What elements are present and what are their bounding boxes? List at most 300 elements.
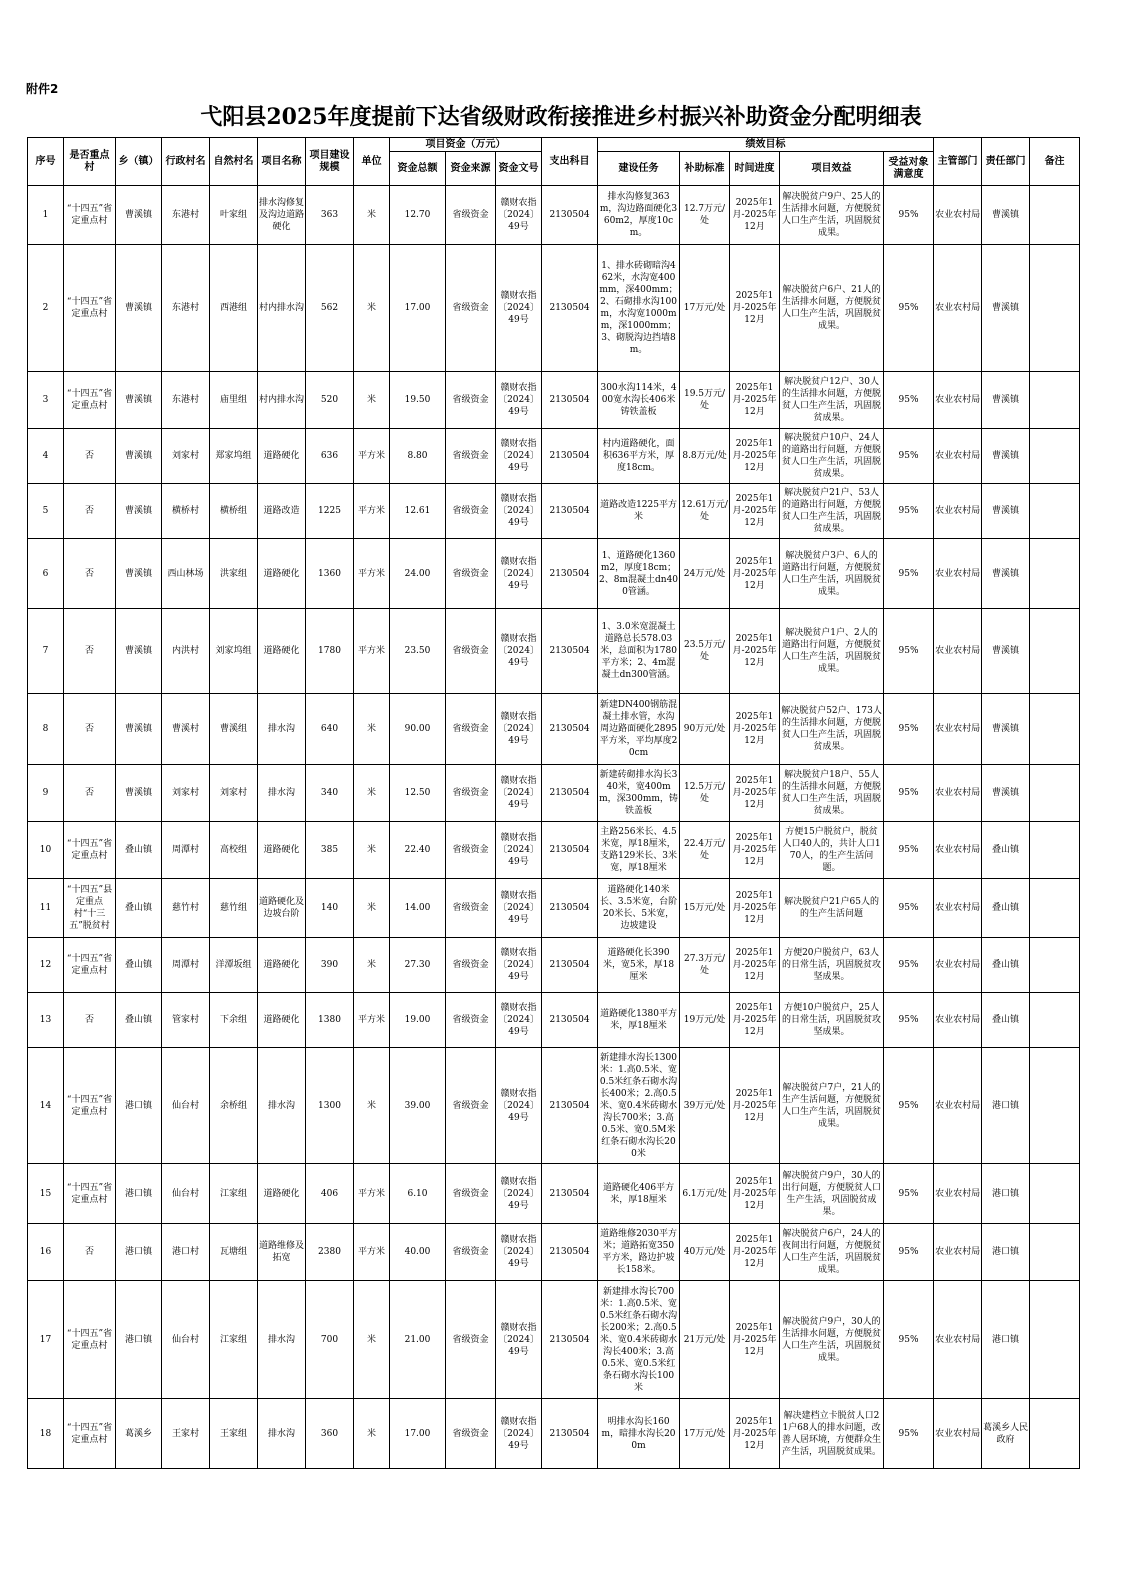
cell-town: 叠山镇 bbox=[116, 938, 162, 993]
table-row bbox=[28, 484, 1080, 539]
cell-remark bbox=[1030, 245, 1080, 372]
cell-subject: 2130504 bbox=[542, 993, 598, 1048]
cell-key: “十四五”省定重点村 bbox=[64, 822, 116, 879]
cell-resp: 曹溪镇 bbox=[982, 609, 1030, 694]
cell-dept: 农业农村局 bbox=[934, 1399, 982, 1469]
cell-admin: 周潭村 bbox=[162, 822, 210, 879]
cell-admin: 仙台村 bbox=[162, 1164, 210, 1224]
cell-subsidy: 27.3万元/处 bbox=[680, 938, 730, 993]
cell-schedule: 2025年1月-2025年12月 bbox=[730, 245, 780, 372]
cell-town: 曹溪镇 bbox=[116, 429, 162, 484]
cell-dept: 农业农村局 bbox=[934, 822, 982, 879]
cell-name: 道路硬化 bbox=[258, 429, 306, 484]
cell-schedule: 2025年1月-2025年12月 bbox=[730, 993, 780, 1048]
cell-subject: 2130504 bbox=[542, 484, 598, 539]
cell-natural: 洪家组 bbox=[210, 539, 258, 609]
table-row bbox=[28, 1399, 1080, 1469]
cell-subsidy: 19万元/处 bbox=[680, 993, 730, 1048]
cell-subsidy: 19.5万元/处 bbox=[680, 372, 730, 429]
cell-subsidy: 6.1万元/处 bbox=[680, 1164, 730, 1224]
cell-town: 港口镇 bbox=[116, 1164, 162, 1224]
table-body bbox=[28, 186, 1080, 1469]
cell-scale: 390 bbox=[306, 938, 354, 993]
cell-key: 否 bbox=[64, 993, 116, 1048]
cell-total: 19.50 bbox=[390, 372, 446, 429]
cell-name: 排水沟修复及沟边道路硬化 bbox=[258, 186, 306, 245]
cell-schedule: 2025年1月-2025年12月 bbox=[730, 879, 780, 938]
cell-scale: 406 bbox=[306, 1164, 354, 1224]
cell-admin: 港口村 bbox=[162, 1224, 210, 1281]
cell-source: 省级资金 bbox=[446, 1281, 496, 1399]
cell-unit: 米 bbox=[354, 372, 390, 429]
cell-name: 排水沟 bbox=[258, 1399, 306, 1469]
col-unit: 单位 bbox=[354, 138, 390, 186]
cell-subject: 2130504 bbox=[542, 1399, 598, 1469]
cell-sat: 95% bbox=[884, 822, 934, 879]
cell-resp: 港口镇 bbox=[982, 1224, 1030, 1281]
cell-dept: 农业农村局 bbox=[934, 372, 982, 429]
cell-schedule: 2025年1月-2025年12月 bbox=[730, 1164, 780, 1224]
cell-subject: 2130504 bbox=[542, 1164, 598, 1224]
cell-resp: 叠山镇 bbox=[982, 822, 1030, 879]
cell-admin: 横桥村 bbox=[162, 484, 210, 539]
cell-scale: 1360 bbox=[306, 539, 354, 609]
cell-key: 否 bbox=[64, 484, 116, 539]
table-row bbox=[28, 1164, 1080, 1224]
cell-total: 90.00 bbox=[390, 694, 446, 765]
cell-seq: 3 bbox=[28, 372, 64, 429]
cell-key: “十四五”省定重点村 bbox=[64, 938, 116, 993]
cell-schedule: 2025年1月-2025年12月 bbox=[730, 694, 780, 765]
cell-total: 6.10 bbox=[390, 1164, 446, 1224]
cell-town: 曹溪镇 bbox=[116, 186, 162, 245]
cell-admin: 内洪村 bbox=[162, 609, 210, 694]
cell-town: 曹溪镇 bbox=[116, 765, 162, 822]
cell-total: 19.00 bbox=[390, 993, 446, 1048]
attachment-label: 附件2 bbox=[26, 82, 59, 96]
cell-sat: 95% bbox=[884, 993, 934, 1048]
cell-natural: 高校组 bbox=[210, 822, 258, 879]
cell-subject: 2130504 bbox=[542, 372, 598, 429]
cell-sat: 95% bbox=[884, 938, 934, 993]
allocation-table bbox=[27, 137, 1080, 1469]
cell-admin: 仙台村 bbox=[162, 1281, 210, 1399]
cell-name: 道路硬化 bbox=[258, 539, 306, 609]
cell-benefit: 方便15户脱贫户，脱贫人口40人的，共计人口170人，的生产生活问题。 bbox=[780, 822, 884, 879]
cell-doc: 赣财农指〔2024〕49号 bbox=[496, 609, 542, 694]
cell-town: 曹溪镇 bbox=[116, 245, 162, 372]
cell-natural: 下余组 bbox=[210, 993, 258, 1048]
cell-task: 道路硬化140米长、3.5米宽，台阶20米长、5米宽，边坡建设 bbox=[598, 879, 680, 938]
cell-name: 道路硬化 bbox=[258, 938, 306, 993]
table-row bbox=[28, 245, 1080, 372]
col-fund-total: 资金总额 bbox=[390, 152, 446, 186]
cell-subject: 2130504 bbox=[542, 879, 598, 938]
cell-remark bbox=[1030, 372, 1080, 429]
cell-unit: 米 bbox=[354, 1399, 390, 1469]
cell-name: 道路硬化 bbox=[258, 609, 306, 694]
cell-natural: 横桥组 bbox=[210, 484, 258, 539]
cell-scale: 363 bbox=[306, 186, 354, 245]
cell-doc: 赣财农指〔2024〕49号 bbox=[496, 993, 542, 1048]
cell-dept: 农业农村局 bbox=[934, 429, 982, 484]
cell-name: 道路硬化 bbox=[258, 1164, 306, 1224]
cell-dept: 农业农村局 bbox=[934, 186, 982, 245]
cell-doc: 赣财农指〔2024〕49号 bbox=[496, 186, 542, 245]
cell-subject: 2130504 bbox=[542, 938, 598, 993]
cell-total: 40.00 bbox=[390, 1224, 446, 1281]
table-row bbox=[28, 938, 1080, 993]
col-task: 建设任务 bbox=[598, 152, 680, 186]
cell-remark bbox=[1030, 822, 1080, 879]
cell-source: 省级资金 bbox=[446, 694, 496, 765]
cell-unit: 米 bbox=[354, 822, 390, 879]
cell-benefit: 解决脱贫户52户、173人的生活排水问题，方便脱贫人口生产生活，巩固脱贫成果。 bbox=[780, 694, 884, 765]
cell-town: 港口镇 bbox=[116, 1224, 162, 1281]
cell-total: 14.00 bbox=[390, 879, 446, 938]
cell-dept: 农业农村局 bbox=[934, 1048, 982, 1164]
cell-source: 省级资金 bbox=[446, 1399, 496, 1469]
cell-key: “十四五”省定重点村 bbox=[64, 245, 116, 372]
cell-resp: 曹溪镇 bbox=[982, 694, 1030, 765]
cell-task: 道路硬化406平方米，厚18厘米 bbox=[598, 1164, 680, 1224]
cell-sat: 95% bbox=[884, 694, 934, 765]
cell-task: 新建排水沟长700米：1.高0.5米、宽0.5米红条石砌水沟长200米；2.高0.5米、宽0.4米砖砌水沟长400米；3.高0.5米、宽0.5米红条石砌水沟长100米 bbox=[598, 1281, 680, 1399]
cell-sat: 95% bbox=[884, 1224, 934, 1281]
cell-key: “十四五”省定重点村 bbox=[64, 1164, 116, 1224]
cell-total: 12.70 bbox=[390, 186, 446, 245]
cell-scale: 1380 bbox=[306, 993, 354, 1048]
cell-sat: 95% bbox=[884, 429, 934, 484]
cell-doc: 赣财农指〔2024〕49号 bbox=[496, 484, 542, 539]
cell-natural: 西港组 bbox=[210, 245, 258, 372]
cell-remark bbox=[1030, 993, 1080, 1048]
cell-total: 8.80 bbox=[390, 429, 446, 484]
table-row bbox=[28, 993, 1080, 1048]
cell-remark bbox=[1030, 765, 1080, 822]
cell-benefit: 解决脱贫户9户，30人的生活排水问题，方便脱贫人口生产生活，巩固脱贫成果。 bbox=[780, 1281, 884, 1399]
cell-subject: 2130504 bbox=[542, 539, 598, 609]
cell-dept: 农业农村局 bbox=[934, 1164, 982, 1224]
col-dept: 主管部门 bbox=[934, 138, 982, 186]
cell-name: 排水沟 bbox=[258, 765, 306, 822]
cell-admin: 东港村 bbox=[162, 245, 210, 372]
cell-remark bbox=[1030, 1224, 1080, 1281]
table-row bbox=[28, 1048, 1080, 1164]
cell-key: 否 bbox=[64, 765, 116, 822]
cell-town: 港口镇 bbox=[116, 1281, 162, 1399]
cell-admin: 西山林场 bbox=[162, 539, 210, 609]
cell-admin: 曹溪村 bbox=[162, 694, 210, 765]
table-row bbox=[28, 765, 1080, 822]
cell-schedule: 2025年1月-2025年12月 bbox=[730, 1048, 780, 1164]
cell-town: 曹溪镇 bbox=[116, 694, 162, 765]
cell-remark bbox=[1030, 1399, 1080, 1469]
cell-name: 排水沟 bbox=[258, 1048, 306, 1164]
cell-schedule: 2025年1月-2025年12月 bbox=[730, 484, 780, 539]
cell-dept: 农业农村局 bbox=[934, 484, 982, 539]
cell-subsidy: 8.8万元/处 bbox=[680, 429, 730, 484]
cell-subsidy: 21万元/处 bbox=[680, 1281, 730, 1399]
cell-sat: 95% bbox=[884, 484, 934, 539]
cell-scale: 636 bbox=[306, 429, 354, 484]
cell-unit: 米 bbox=[354, 879, 390, 938]
cell-scale: 385 bbox=[306, 822, 354, 879]
cell-unit: 米 bbox=[354, 1281, 390, 1399]
cell-benefit: 解决脱贫户9户，30人的出行问题，方便脱贫人口生产生活，巩固脱贫成果。 bbox=[780, 1164, 884, 1224]
cell-name: 村内排水沟 bbox=[258, 245, 306, 372]
cell-resp: 港口镇 bbox=[982, 1164, 1030, 1224]
cell-task: 新建砖砌排水沟长340米，宽400mm，深300mm，铸铁盖板 bbox=[598, 765, 680, 822]
cell-total: 21.00 bbox=[390, 1281, 446, 1399]
cell-remark bbox=[1030, 694, 1080, 765]
cell-benefit: 解决脱贫户12户、30人的生活排水问题，方便脱贫人口生产生活，巩固脱贫成果。 bbox=[780, 372, 884, 429]
cell-town: 曹溪镇 bbox=[116, 539, 162, 609]
cell-unit: 米 bbox=[354, 245, 390, 372]
table-row bbox=[28, 879, 1080, 938]
cell-doc: 赣财农指〔2024〕49号 bbox=[496, 1048, 542, 1164]
cell-sat: 95% bbox=[884, 372, 934, 429]
cell-name: 道路硬化 bbox=[258, 822, 306, 879]
cell-sat: 95% bbox=[884, 186, 934, 245]
cell-dept: 农业农村局 bbox=[934, 694, 982, 765]
cell-scale: 1780 bbox=[306, 609, 354, 694]
cell-dept: 农业农村局 bbox=[934, 609, 982, 694]
cell-sat: 95% bbox=[884, 1048, 934, 1164]
cell-scale: 140 bbox=[306, 879, 354, 938]
cell-benefit: 解决脱贫户21户、53人的道路出行问题，方便脱贫人口生产生活，巩固脱贫成果。 bbox=[780, 484, 884, 539]
cell-subsidy: 17万元/处 bbox=[680, 245, 730, 372]
cell-scale: 360 bbox=[306, 1399, 354, 1469]
cell-task: 300水沟114米，400宽水沟长406米铸铁盖板 bbox=[598, 372, 680, 429]
cell-source: 省级资金 bbox=[446, 609, 496, 694]
cell-unit: 平方米 bbox=[354, 539, 390, 609]
cell-resp: 曹溪镇 bbox=[982, 372, 1030, 429]
cell-seq: 2 bbox=[28, 245, 64, 372]
cell-resp: 叠山镇 bbox=[982, 993, 1030, 1048]
cell-remark bbox=[1030, 429, 1080, 484]
cell-unit: 米 bbox=[354, 1048, 390, 1164]
cell-key: “十四五”省定重点村 bbox=[64, 186, 116, 245]
cell-schedule: 2025年1月-2025年12月 bbox=[730, 938, 780, 993]
cell-scale: 2380 bbox=[306, 1224, 354, 1281]
cell-subject: 2130504 bbox=[542, 694, 598, 765]
cell-subsidy: 12.5万元/处 bbox=[680, 765, 730, 822]
cell-scale: 700 bbox=[306, 1281, 354, 1399]
cell-sat: 95% bbox=[884, 1399, 934, 1469]
cell-admin: 管家村 bbox=[162, 993, 210, 1048]
cell-natural: 江家组 bbox=[210, 1164, 258, 1224]
cell-seq: 9 bbox=[28, 765, 64, 822]
cell-subsidy: 40万元/处 bbox=[680, 1224, 730, 1281]
cell-natural: 刘家坞组 bbox=[210, 609, 258, 694]
cell-schedule: 2025年1月-2025年12月 bbox=[730, 609, 780, 694]
cell-seq: 12 bbox=[28, 938, 64, 993]
cell-name: 排水沟 bbox=[258, 694, 306, 765]
cell-key: “十四五”省定重点村 bbox=[64, 1048, 116, 1164]
cell-remark bbox=[1030, 1281, 1080, 1399]
cell-unit: 平方米 bbox=[354, 429, 390, 484]
cell-seq: 10 bbox=[28, 822, 64, 879]
cell-total: 23.50 bbox=[390, 609, 446, 694]
cell-source: 省级资金 bbox=[446, 429, 496, 484]
cell-doc: 赣财农指〔2024〕49号 bbox=[496, 879, 542, 938]
cell-schedule: 2025年1月-2025年12月 bbox=[730, 186, 780, 245]
cell-admin: 周潭村 bbox=[162, 938, 210, 993]
cell-sat: 95% bbox=[884, 245, 934, 372]
cell-resp: 叠山镇 bbox=[982, 879, 1030, 938]
col-fund-source: 资金来源 bbox=[446, 152, 496, 186]
col-satisfaction: 受益对象满意度 bbox=[884, 152, 934, 186]
cell-admin: 仙台村 bbox=[162, 1048, 210, 1164]
cell-scale: 1225 bbox=[306, 484, 354, 539]
cell-doc: 赣财农指〔2024〕49号 bbox=[496, 1164, 542, 1224]
cell-remark bbox=[1030, 879, 1080, 938]
cell-admin: 东港村 bbox=[162, 186, 210, 245]
col-admin-village: 行政村名 bbox=[162, 138, 210, 186]
cell-benefit: 解决脱贫户18户、55人的生活排水问题，方便脱贫人口生产生活，巩固脱贫成果。 bbox=[780, 765, 884, 822]
cell-key: “十四五”省定重点村 bbox=[64, 1281, 116, 1399]
cell-task: 1、3.0米宽混凝土道路总长578.03米，总面积为1780平方米；2、4m混凝土dn300管涵。 bbox=[598, 609, 680, 694]
cell-source: 省级资金 bbox=[446, 539, 496, 609]
cell-source: 省级资金 bbox=[446, 1164, 496, 1224]
cell-doc: 赣财农指〔2024〕49号 bbox=[496, 1224, 542, 1281]
cell-unit: 米 bbox=[354, 765, 390, 822]
cell-natural: 王家组 bbox=[210, 1399, 258, 1469]
table-row bbox=[28, 694, 1080, 765]
col-subject: 支出科目 bbox=[542, 138, 598, 186]
cell-scale: 1300 bbox=[306, 1048, 354, 1164]
cell-task: 新建排水沟长1300米：1.高0.5米、宽0.5米红条石砌水沟长400米；2.高0.5米、宽0.4米砖砌水沟长700米；3.高0.5米、宽0.5M米红条石砌水沟长200米 bbox=[598, 1048, 680, 1164]
cell-seq: 4 bbox=[28, 429, 64, 484]
cell-subsidy: 90万元/处 bbox=[680, 694, 730, 765]
cell-benefit: 解决脱贫户6户、21人的生活排水问题，方便脱贫人口生产生活，巩固脱贫成果。 bbox=[780, 245, 884, 372]
table-row bbox=[28, 609, 1080, 694]
cell-task: 村内道路硬化，面积636平方米，厚度18cm。 bbox=[598, 429, 680, 484]
cell-town: 曹溪镇 bbox=[116, 484, 162, 539]
cell-source: 省级资金 bbox=[446, 245, 496, 372]
cell-doc: 赣财农指〔2024〕49号 bbox=[496, 694, 542, 765]
cell-sat: 95% bbox=[884, 765, 934, 822]
cell-subject: 2130504 bbox=[542, 245, 598, 372]
cell-schedule: 2025年1月-2025年12月 bbox=[730, 1399, 780, 1469]
col-scale: 项目建设规模 bbox=[306, 138, 354, 186]
cell-town: 叠山镇 bbox=[116, 879, 162, 938]
cell-task: 主路256米长、4.5米宽，厚18厘米，支路129米长、3米宽，厚18厘米 bbox=[598, 822, 680, 879]
cell-source: 省级资金 bbox=[446, 993, 496, 1048]
col-remark: 备注 bbox=[1030, 138, 1080, 186]
cell-town: 曹溪镇 bbox=[116, 609, 162, 694]
cell-key: 否 bbox=[64, 609, 116, 694]
cell-benefit: 解决脱贫户10户、24人的道路出行问题，方便脱贫人口生产生活，巩固脱贫成果。 bbox=[780, 429, 884, 484]
cell-dept: 农业农村局 bbox=[934, 1281, 982, 1399]
cell-source: 省级资金 bbox=[446, 879, 496, 938]
cell-total: 39.00 bbox=[390, 1048, 446, 1164]
cell-doc: 赣财农指〔2024〕49号 bbox=[496, 1399, 542, 1469]
cell-name: 村内排水沟 bbox=[258, 372, 306, 429]
cell-total: 17.00 bbox=[390, 245, 446, 372]
cell-subsidy: 12.61万元/处 bbox=[680, 484, 730, 539]
cell-source: 省级资金 bbox=[446, 1048, 496, 1164]
cell-key: “十四五”省定重点村 bbox=[64, 1399, 116, 1469]
cell-schedule: 2025年1月-2025年12月 bbox=[730, 372, 780, 429]
cell-source: 省级资金 bbox=[446, 1224, 496, 1281]
cell-name: 排水沟 bbox=[258, 1281, 306, 1399]
cell-unit: 平方米 bbox=[354, 1224, 390, 1281]
cell-seq: 1 bbox=[28, 186, 64, 245]
col-group-funds: 项目资金（万元） bbox=[390, 138, 542, 152]
cell-source: 省级资金 bbox=[446, 186, 496, 245]
cell-doc: 赣财农指〔2024〕49号 bbox=[496, 822, 542, 879]
cell-task: 明排水沟长160m，暗排水沟长200m bbox=[598, 1399, 680, 1469]
cell-remark bbox=[1030, 539, 1080, 609]
table-row bbox=[28, 372, 1080, 429]
cell-admin: 刘家村 bbox=[162, 429, 210, 484]
cell-town: 葛溪乡 bbox=[116, 1399, 162, 1469]
cell-natural: 刘家村 bbox=[210, 765, 258, 822]
cell-resp: 曹溪镇 bbox=[982, 245, 1030, 372]
cell-dept: 农业农村局 bbox=[934, 993, 982, 1048]
cell-doc: 赣财农指〔2024〕49号 bbox=[496, 938, 542, 993]
cell-benefit: 方便20户脱贫户，63人的日常生活，巩固脱贫攻坚成果。 bbox=[780, 938, 884, 993]
cell-task: 道路硬化1380平方米，厚18厘米 bbox=[598, 993, 680, 1048]
cell-name: 道路硬化 bbox=[258, 993, 306, 1048]
cell-unit: 米 bbox=[354, 694, 390, 765]
cell-natural: 江家组 bbox=[210, 1281, 258, 1399]
table-row bbox=[28, 429, 1080, 484]
cell-seq: 7 bbox=[28, 609, 64, 694]
cell-scale: 520 bbox=[306, 372, 354, 429]
cell-resp: 葛溪乡人民政府 bbox=[982, 1399, 1030, 1469]
cell-remark bbox=[1030, 484, 1080, 539]
cell-dept: 农业农村局 bbox=[934, 879, 982, 938]
table-row bbox=[28, 822, 1080, 879]
cell-subject: 2130504 bbox=[542, 429, 598, 484]
cell-schedule: 2025年1月-2025年12月 bbox=[730, 765, 780, 822]
cell-source: 省级资金 bbox=[446, 822, 496, 879]
cell-subject: 2130504 bbox=[542, 1048, 598, 1164]
cell-unit: 平方米 bbox=[354, 484, 390, 539]
cell-remark bbox=[1030, 1048, 1080, 1164]
cell-natural: 庙里组 bbox=[210, 372, 258, 429]
cell-unit: 平方米 bbox=[354, 1164, 390, 1224]
cell-total: 12.61 bbox=[390, 484, 446, 539]
cell-subject: 2130504 bbox=[542, 765, 598, 822]
cell-source: 省级资金 bbox=[446, 372, 496, 429]
cell-benefit: 方便10户脱贫户，25人的日常生活，巩固脱贫攻坚成果。 bbox=[780, 993, 884, 1048]
cell-task: 道路硬化长390米，宽5米，厚18厘米 bbox=[598, 938, 680, 993]
cell-unit: 平方米 bbox=[354, 993, 390, 1048]
cell-benefit: 解决建档立卡脱贫人口21户68人的排水问题，改善人居环境，方便群众生产生活，巩固脱贫成果。 bbox=[780, 1399, 884, 1469]
cell-key: 否 bbox=[64, 429, 116, 484]
col-fund-doc: 资金文号 bbox=[496, 152, 542, 186]
cell-subsidy: 39万元/处 bbox=[680, 1048, 730, 1164]
cell-resp: 港口镇 bbox=[982, 1281, 1030, 1399]
table-row bbox=[28, 1281, 1080, 1399]
cell-natural: 瓦塘组 bbox=[210, 1224, 258, 1281]
cell-name: 道路改造 bbox=[258, 484, 306, 539]
cell-natural: 余桥组 bbox=[210, 1048, 258, 1164]
cell-admin: 刘家村 bbox=[162, 765, 210, 822]
cell-total: 22.40 bbox=[390, 822, 446, 879]
cell-resp: 曹溪镇 bbox=[982, 765, 1030, 822]
cell-total: 27.30 bbox=[390, 938, 446, 993]
cell-seq: 5 bbox=[28, 484, 64, 539]
col-group-performance: 绩效目标 bbox=[598, 138, 934, 152]
cell-sat: 95% bbox=[884, 539, 934, 609]
cell-subject: 2130504 bbox=[542, 1224, 598, 1281]
cell-subject: 2130504 bbox=[542, 609, 598, 694]
